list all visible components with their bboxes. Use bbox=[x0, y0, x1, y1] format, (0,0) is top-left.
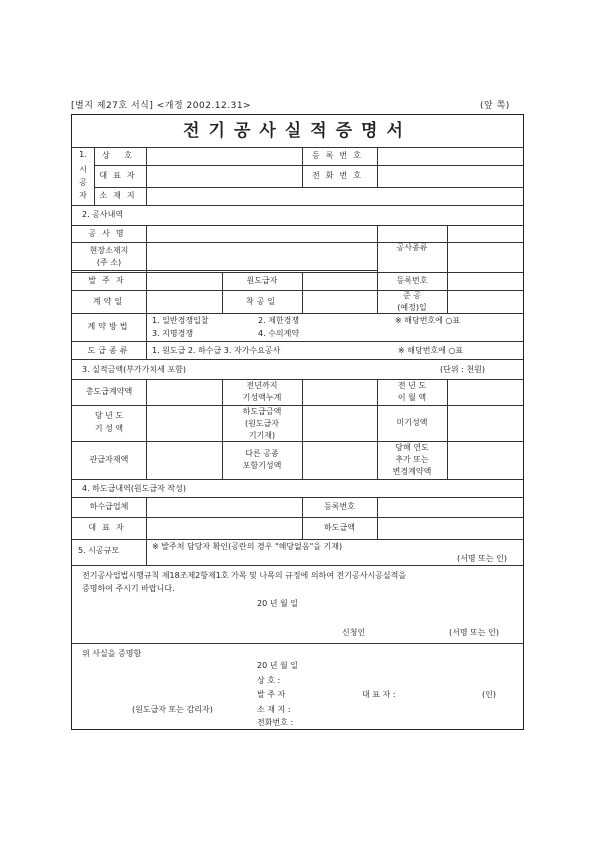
certificate-form bbox=[71, 114, 524, 730]
official-materials-label: 관급자재액 bbox=[89, 455, 129, 464]
subcontractor-representative-field[interactable] bbox=[147, 518, 301, 539]
address-label: 소재지 bbox=[99, 191, 141, 200]
subcontractor-label: 하수급업체 bbox=[89, 502, 129, 511]
site-location-label: 현장소재지 bbox=[89, 246, 129, 255]
applicant-side-label: 공 bbox=[79, 178, 87, 187]
request-date: 20 년 월 일 bbox=[257, 599, 298, 608]
rule bbox=[72, 643, 523, 644]
construction-scale-label: 5. 시공규모 bbox=[78, 546, 120, 555]
prime-contractor-field[interactable] bbox=[303, 273, 376, 290]
rule bbox=[72, 359, 523, 360]
remaining-amount-field[interactable] bbox=[448, 406, 522, 441]
form-reference: [별지 제27호 서식] <개정 2002.12.31> bbox=[71, 101, 252, 111]
start-date-field[interactable] bbox=[303, 291, 376, 313]
completion-label: 준 공 bbox=[403, 291, 421, 300]
subcontract-sum-field[interactable] bbox=[378, 518, 522, 539]
this-year-done-field[interactable] bbox=[147, 406, 221, 441]
applicant-name-field[interactable] bbox=[372, 625, 442, 639]
subcontract-amount-label: 기기재) bbox=[248, 431, 276, 440]
prev-year-done-label: 기성액누계 bbox=[242, 393, 282, 402]
unit-label: (단위 : 천원) bbox=[440, 365, 485, 374]
prime-registration-label: 등록번호 bbox=[396, 276, 428, 285]
applicant-label: 신청인 bbox=[342, 628, 366, 637]
contract-type-label: 도급종류 bbox=[87, 346, 131, 355]
contract-method-option[interactable]: 2. 제한경쟁 bbox=[258, 316, 300, 325]
contract-method-option[interactable]: 4. 수의계약 bbox=[258, 329, 300, 338]
subcontract-amount-label: 하도급금액 bbox=[242, 407, 282, 416]
applicant-side-label: 자 bbox=[79, 191, 87, 200]
performance-amount-heading: 3. 실적금액(부가가치세 포함) bbox=[82, 365, 186, 374]
applicant-side-label: 시 bbox=[79, 165, 87, 174]
completion-date-field[interactable] bbox=[448, 291, 522, 313]
work-details-heading: 2. 공사내역 bbox=[82, 210, 124, 219]
client-label: 발주자 bbox=[88, 276, 130, 285]
client-confirmation-note: ※ 발주처 담당자 확인(공란의 경우 "해당없음"을 기재) bbox=[152, 542, 343, 551]
total-contract-label: 총도급계약액 bbox=[85, 387, 133, 396]
rule bbox=[72, 539, 523, 540]
rule bbox=[72, 565, 523, 566]
completion-sublabel: (예정)일 bbox=[397, 303, 427, 312]
subcontract-amount-label: (원도급자 bbox=[244, 419, 280, 428]
this-year-change-label: 추가 또는 bbox=[395, 455, 429, 464]
certifier-role-label: (원도급자 또는 감리자) bbox=[132, 705, 213, 714]
contract-method-note: ※ 해당번호에 ○표 bbox=[395, 316, 461, 325]
certifier-phone-label: 전화번호 : bbox=[257, 718, 294, 727]
prime-registration-field[interactable] bbox=[448, 273, 522, 290]
construction-scale-field[interactable] bbox=[147, 552, 447, 564]
contract-type-note: ※ 해당번호에 ○표 bbox=[398, 346, 464, 355]
prev-year-done-label: 전년까지 bbox=[246, 381, 278, 390]
request-text: 증명하여 주시기 바랍니다. bbox=[82, 584, 175, 593]
certifier-address-label: 소 재 지 : bbox=[257, 705, 291, 714]
other-work-field[interactable] bbox=[303, 442, 376, 479]
subcontractor-registration-field[interactable] bbox=[378, 498, 522, 517]
subcontract-details-heading: 4. 하도급내역(원도급자 작성) bbox=[82, 484, 186, 493]
prev-year-carry-label: 전 년 도 bbox=[397, 381, 427, 390]
client-field[interactable] bbox=[147, 273, 221, 290]
applicant-signature-label: (서명 또는 인) bbox=[449, 628, 499, 637]
certifier-client-label: 발 주 자 bbox=[257, 690, 286, 699]
this-year-change-label: 당해 연도 bbox=[395, 443, 429, 452]
rule bbox=[72, 479, 523, 480]
client-signature-label: (서명 또는 인) bbox=[457, 554, 507, 563]
representative-field[interactable] bbox=[147, 166, 301, 187]
prime-contractor-label: 원도급자 bbox=[246, 276, 278, 285]
subcontract-amount-field[interactable] bbox=[303, 406, 376, 441]
subcontractor-field[interactable] bbox=[147, 498, 301, 517]
trade-name-field[interactable] bbox=[147, 148, 301, 165]
contract-method-label: 계약방법 bbox=[87, 322, 131, 331]
certifier-trade-name-label: 상 호 : bbox=[257, 676, 281, 685]
prev-year-carry-field[interactable] bbox=[448, 380, 522, 405]
contract-method-option[interactable]: 3. 지명경쟁 bbox=[152, 329, 194, 338]
work-type-label: 공사종류 bbox=[396, 243, 428, 252]
rule bbox=[72, 341, 523, 342]
prev-year-carry-label: 이 월 액 bbox=[397, 393, 427, 402]
subcontractor-representative-label: 대표자 bbox=[88, 523, 130, 532]
rule bbox=[72, 270, 377, 271]
project-name-field[interactable] bbox=[147, 226, 376, 242]
phone-field[interactable] bbox=[378, 166, 522, 187]
phone-label: 전화번호 bbox=[312, 171, 367, 180]
prev-year-done-field[interactable] bbox=[303, 380, 376, 405]
trade-name-label: 상 호 bbox=[102, 151, 138, 160]
rule bbox=[72, 313, 523, 314]
other-work-label: 포함기성액 bbox=[242, 461, 282, 470]
subcontract-sum-label: 하도급액 bbox=[324, 523, 355, 532]
start-date-label: 착공일 bbox=[245, 297, 279, 306]
subcontractor-registration-label: 등록번호 bbox=[324, 502, 355, 511]
other-work-label: 다른 공종 bbox=[245, 449, 279, 458]
certification-date: 20 년 월 일 bbox=[257, 661, 298, 670]
site-location-field[interactable] bbox=[147, 243, 376, 270]
this-year-done-label: 기 성 액 bbox=[94, 424, 124, 433]
applicant-section-number: 1. bbox=[79, 150, 87, 159]
request-text: 전기공사업법시행규칙 제18조제2항제1호 가목 및 나목의 규정에 의하여 전기공사시공실적을 bbox=[82, 571, 407, 580]
contract-type-options[interactable]: 1. 원도급 2. 하수급 3. 자가수요공사 bbox=[152, 346, 281, 355]
rule bbox=[146, 313, 147, 359]
address-field[interactable] bbox=[147, 188, 522, 205]
this-year-change-field[interactable] bbox=[448, 442, 522, 479]
certifier-seal-label: (인) bbox=[482, 690, 496, 699]
site-location-sublabel: (주 소) bbox=[96, 258, 122, 267]
this-year-done-label: 당 년 도 bbox=[94, 411, 124, 420]
work-type-field[interactable] bbox=[448, 226, 522, 272]
certifier-representative-label: 대 표 자 : bbox=[362, 690, 396, 699]
this-year-change-label: 변경계약액 bbox=[392, 467, 432, 476]
contract-date-field[interactable] bbox=[147, 291, 221, 313]
registration-number-label: 등록번호 bbox=[312, 151, 367, 160]
project-name-label: 공사명 bbox=[88, 229, 130, 238]
remaining-amount-label: 미기성액 bbox=[396, 418, 428, 427]
total-contract-field[interactable] bbox=[147, 380, 221, 405]
form-title: 전기공사실적증명서 bbox=[183, 121, 412, 141]
contract-method-option[interactable]: 1. 일반경쟁입찰 bbox=[152, 316, 209, 325]
registration-number-field[interactable] bbox=[378, 148, 522, 165]
rule bbox=[72, 205, 523, 206]
contract-date-label: 계약일 bbox=[92, 297, 126, 306]
page-side: (앞 쪽) bbox=[480, 101, 510, 111]
representative-label: 대표자 bbox=[99, 171, 141, 180]
official-materials-field[interactable] bbox=[147, 442, 221, 479]
certification-text: 위 사실을 증명함 bbox=[82, 649, 142, 658]
